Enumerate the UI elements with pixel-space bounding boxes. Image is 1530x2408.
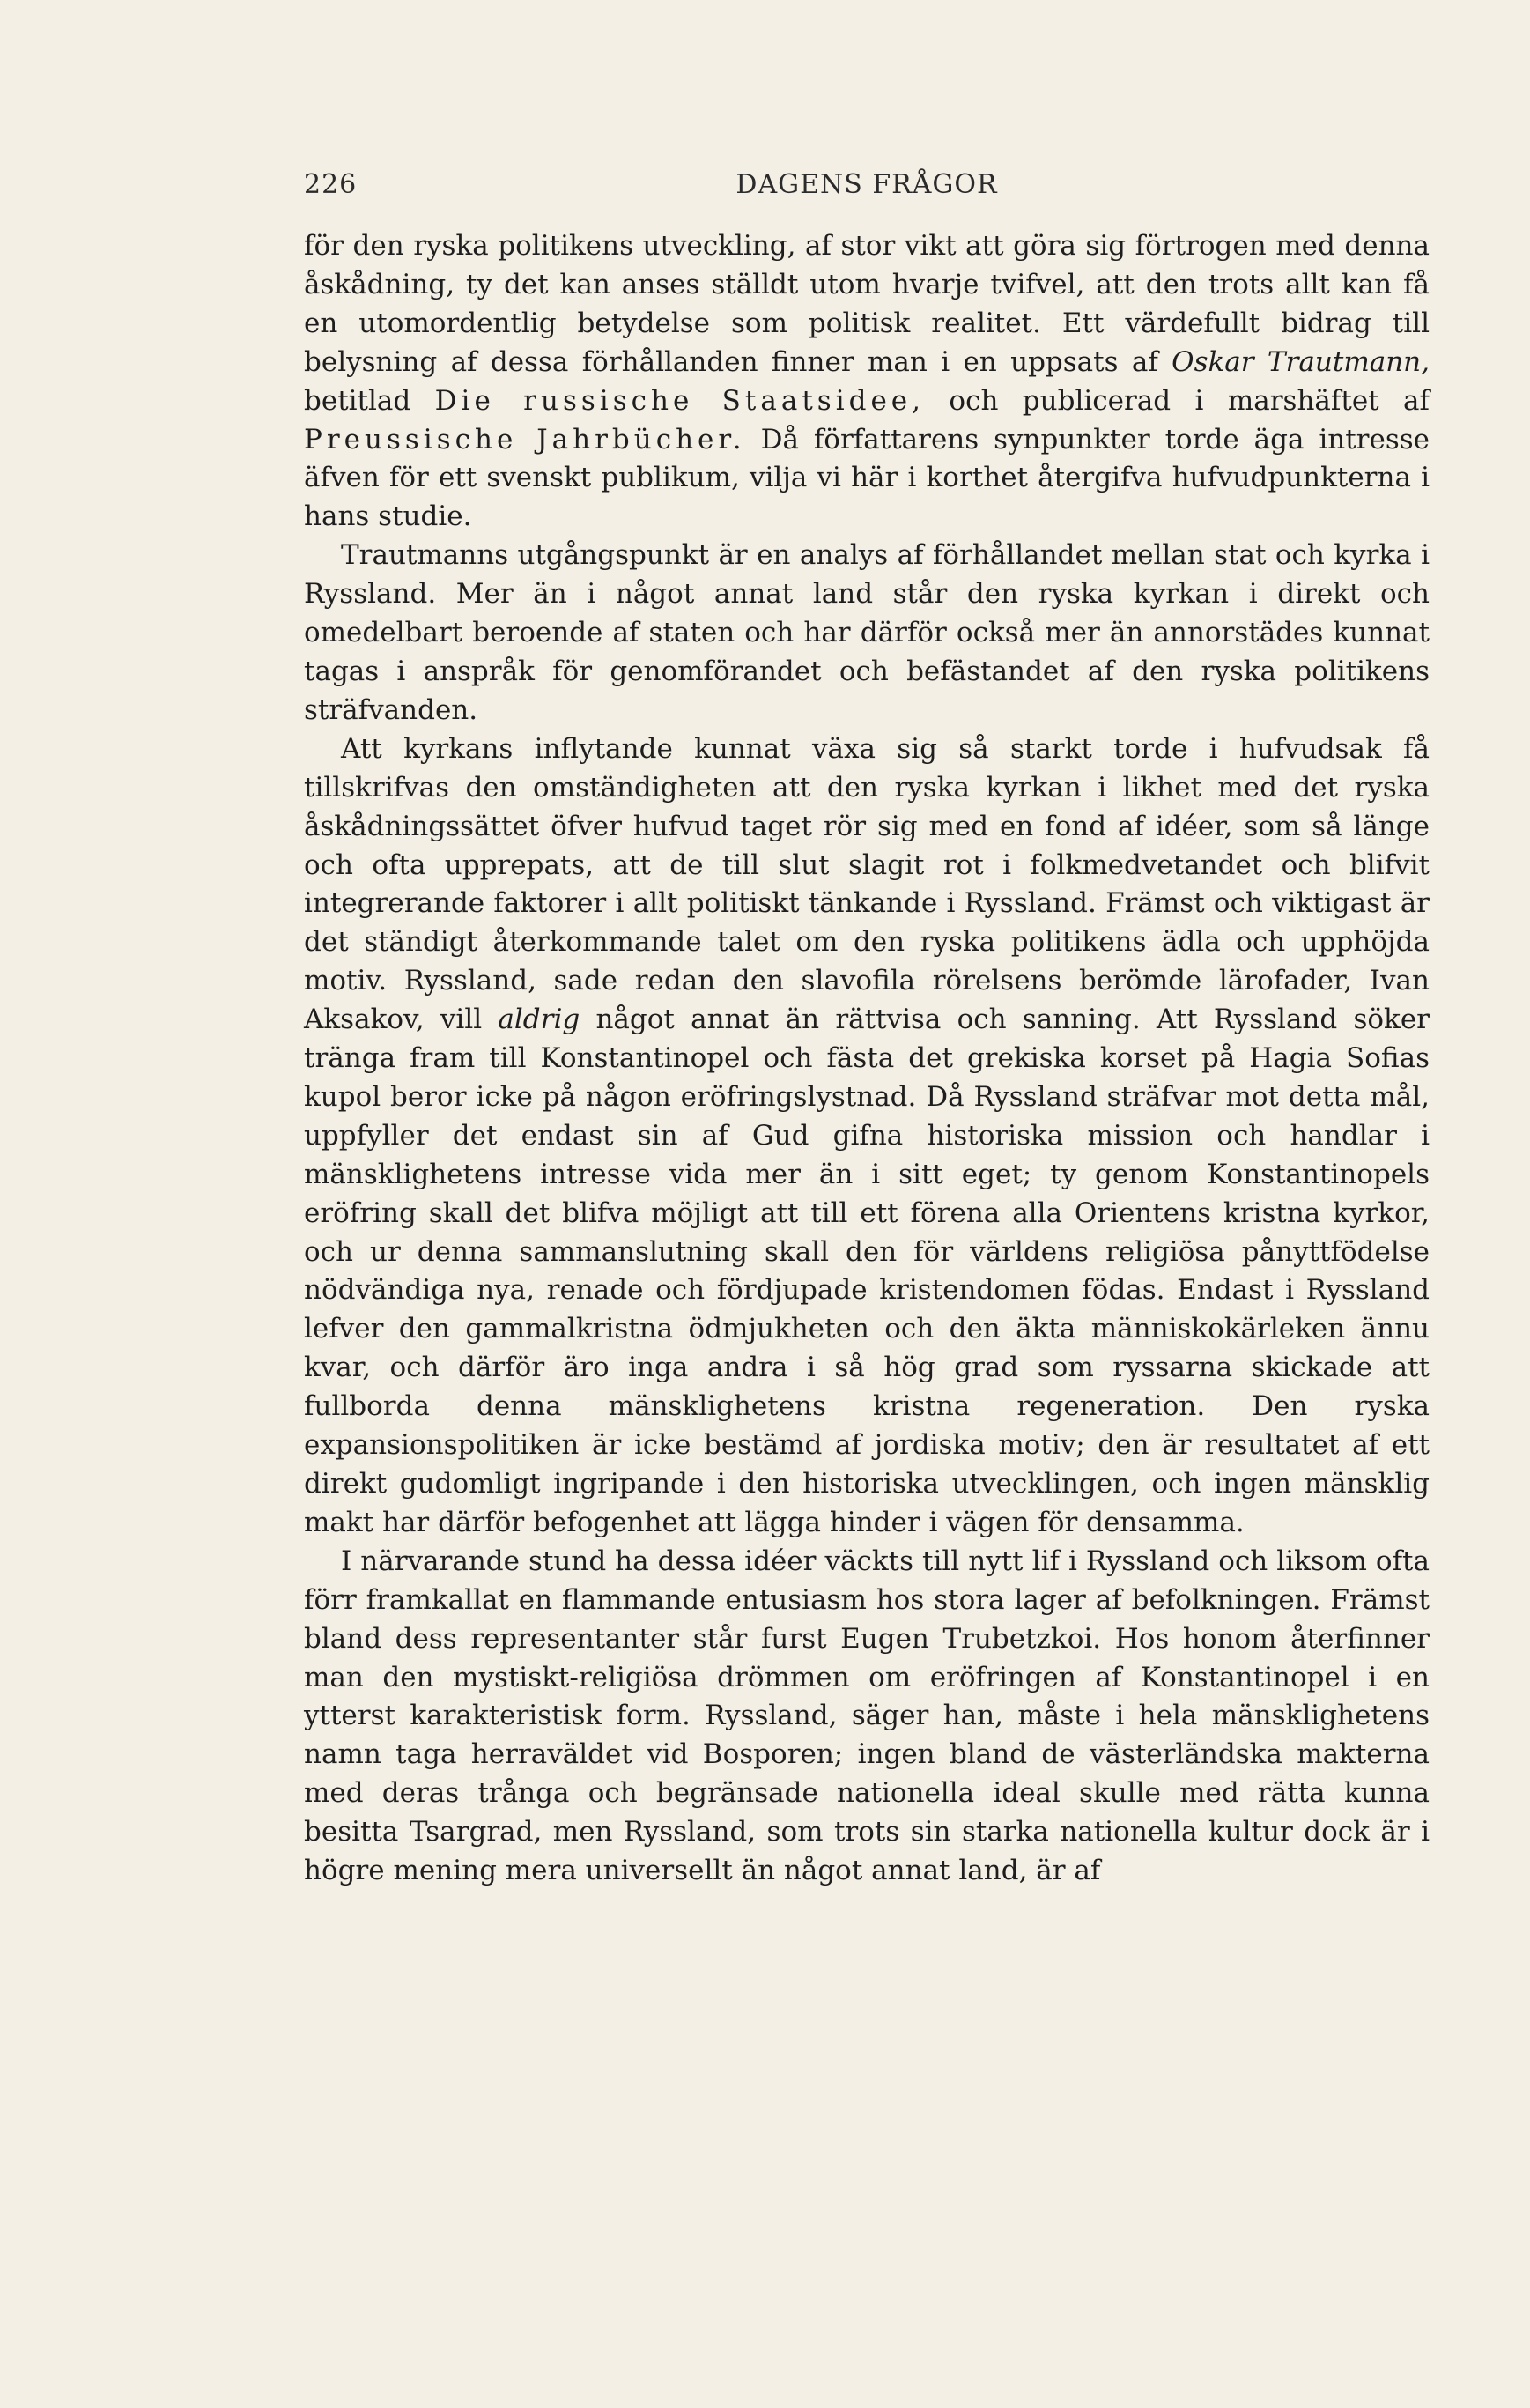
paragraph-3-text-a: Att kyrkans inflytande kunnat växa sig så starkt torde i hufvudsak få tillskrifvas den omständigheten att den ryska kyrkan i likhet med det ryska åskådningssättet öfver hufvud taget rör sig med en fond af idéer, som så länge och ofta upprepats, att de till slut slagit rot i folkmedvetandet och blifvit integrerande faktorer i allt politiskt tänkande i Ryssland. Främst och viktigast är det ständigt återkommande talet om den ryska politikens ädla och upphöjda motiv. Ryssland, sade redan den slavofila rörelsens berömde lärofader, Ivan Aksakov, vill — [304, 732, 1430, 1036]
paragraph-3-text-b: något annat än rättvisa och sanning. Att Ryssland söker tränga fram till Konstantinopel och fästa det grekiska korset på Hagia Sofias kupol beror icke på någon eröfringslystnad. Då Ryssland sträfvar mot detta mål, uppfyller det endast sin af Gud gifna historiska mission och handlar i mänsklighetens intresse vida mer än i sitt eget; ty genom Konstantinopels eröfring skall det blifva möjligt att till ett förena alla Orientens kristna kyrkor, och ur denna sammanslutning skall den för världens religiösa pånyttfödelse nödvändiga nya, renade och fördjupade kristendomen födas. Endast i Ryssland lefver den gammalkristna ödmjukheten och den äkta människokärleken ännu kvar, och därför äro inga andra i så hög grad som ryssarna skickade att fullborda denna mänsklighetens kristna regeneration. Den ryska expansionspolitiken är icke bestämd af jordiska motiv; den är resultatet af ett direkt gudomligt ingripande i den historiska utvecklingen, och ingen mänsklig makt har därför befogenhet att lägga hinder i vägen för densamma. — [304, 1004, 1430, 1538]
author-name: Oskar Trautmann, — [1172, 345, 1430, 378]
paragraph-1-text-a: för den ryska politikens utveckling, af stor vikt att göra sig förtrogen med denna åskådning, ty det kan anses ställdt utom hvarje tvifvel, att den trots allt kan få en utomordentlig betydelse som politisk realitet. Ett värdefullt bidrag till belysning af dessa förhållanden finner man i en uppsats af — [304, 230, 1430, 378]
page-number: 226 — [304, 169, 358, 200]
paragraph-1-text-b: betitlad — [304, 384, 435, 417]
journal-title: Preussische Jahrbücher. — [304, 423, 746, 456]
paragraph-2: Trautmanns utgångspunkt är en analys af förhållandet mellan stat och kyrka i Ryssland. Mer än i något annat land står den ryska kyrkan i direkt och omedelbart beroende af staten och har därför också mer än annorstädes kunnat tagas i anspråk för genomförandet och befästandet af den ryska politikens sträfvanden. — [304, 539, 1430, 726]
running-title: DAGENS FRÅGOR — [735, 169, 998, 200]
body-text — [304, 227, 1430, 1891]
emphasis-aldrig: aldrig — [498, 1004, 580, 1036]
article-title: Die russische Staatsidee, — [434, 384, 926, 417]
paragraph-4: I närvarande stund ha dessa idéer väckts till nytt lif i Ryssland och liksom ofta förr framkallat en flammande entusiasm hos stora lager af befolkningen. Främst bland dess representanter står furst Eugen Trubetzkoi. Hos honom återfinner man den mystiskt-religiösa drömmen om eröfringen af Konstantinopel i en ytterst karakteristisk form. Ryssland, säger han, måste i hela mänsklighetens namn taga herraväldet vid Bosporen; ingen bland de västerländska makterna med deras trånga och begränsade nationella ideal skulle med rätta kunna besitta Tsargrad, men Ryssland, som trots sin starka nationella kultur dock är i högre mening mera universellt än något annat land, är af — [304, 1545, 1430, 1887]
page-header — [304, 169, 1430, 213]
paragraph-1-text-c: och publicerad i marshäftet af — [925, 384, 1430, 417]
paragraph-3 — [304, 730, 1430, 1543]
paragraph-1 — [304, 227, 1430, 537]
paragraph-1-text-d: Då författarens synpunkter torde äga intresse äfven för ett svenskt publikum, vilja vi här i korthet återgifva hufvudpunkterna i hans studie. — [304, 423, 1430, 533]
